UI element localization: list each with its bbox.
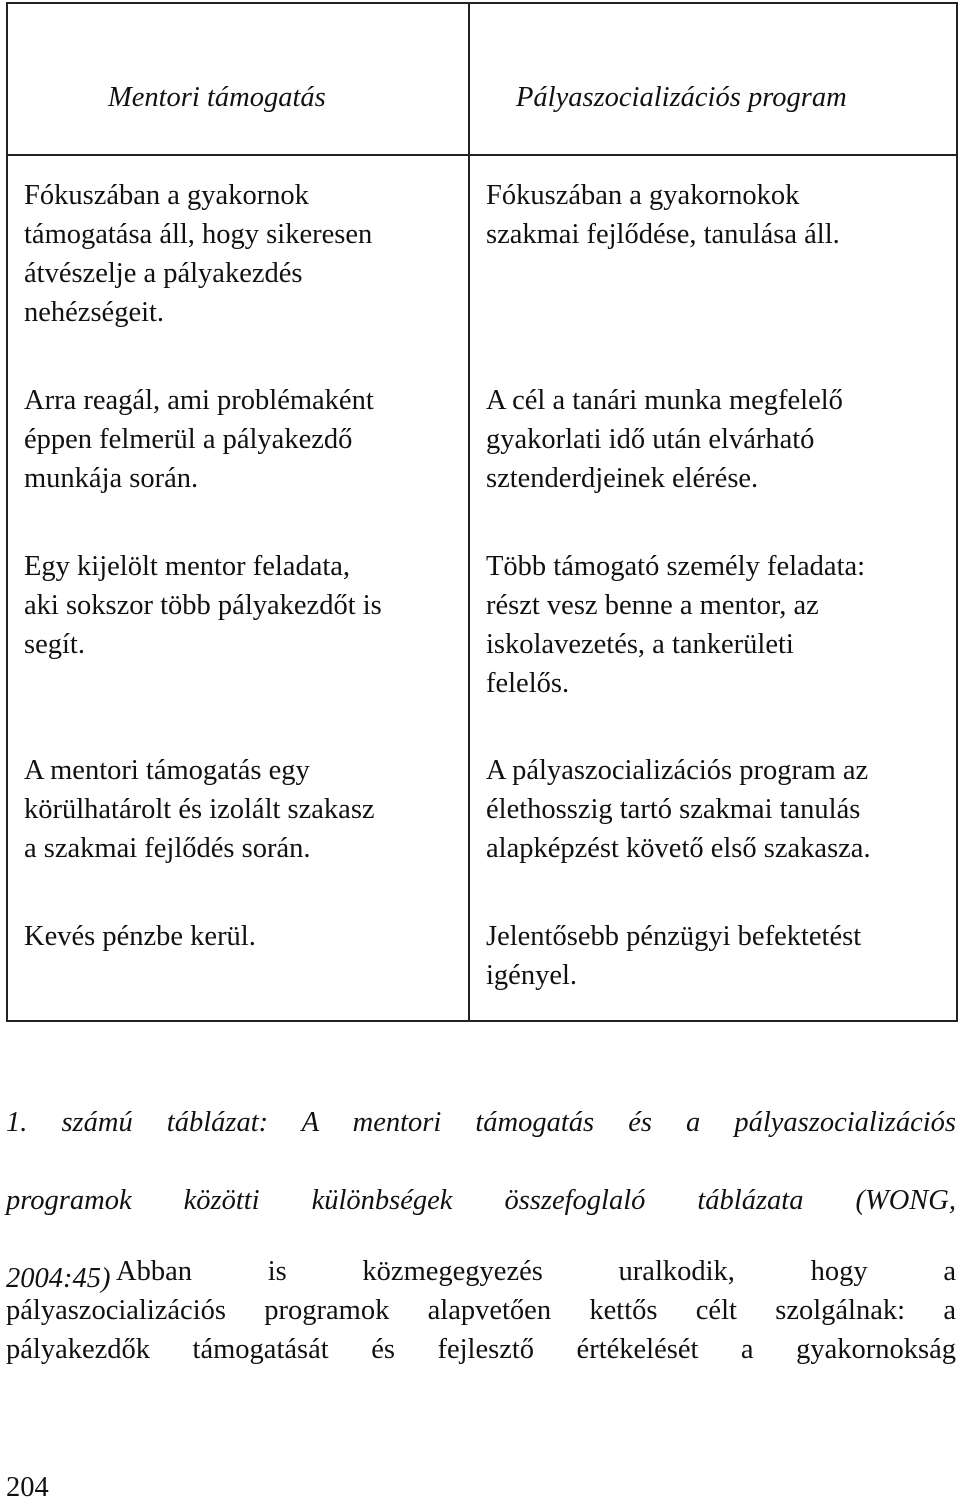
left-cell-3: Egy kijelölt mentor feladata, aki sokszor több pályakezdőt is segít.: [24, 551, 382, 660]
right-cell-1: Fókuszában a gyakornokok szakmai fejlődése, tanulása áll.: [486, 180, 840, 250]
left-cell-4: A mentori támogatás egy körülhatárolt és izolált szakasz a szakmai fejlődés során.: [24, 755, 375, 864]
paragraph-line: pályaszocializációs programok alapvetően kettős célt szolgálnak: a: [6, 1295, 956, 1326]
header-palyaszocializacios: Pályaszocializációs program: [516, 82, 847, 113]
page-number: 204: [6, 1472, 49, 1503]
left-cell-2: Arra reagál, ami problémaként éppen felmerül a pályakezdő munkája során.: [24, 385, 374, 494]
paragraph-line: Abban is közmegegyezés uralkodik, hogy a: [116, 1256, 956, 1287]
right-cell-2: A cél a tanári munka megfelelő gyakorlati idő után elvárható sztenderdjeinek elérése.: [486, 385, 843, 494]
right-cell-4: A pályaszocializációs program az élethosszig tartó szakmai tanulás alapképzést követő első szakasza.: [486, 755, 871, 864]
caption-line: 1. számú táblázat: A mentori támogatás és a pályaszocializációs: [6, 1107, 956, 1138]
header-divider: [8, 154, 956, 156]
comparison-table: [6, 2, 958, 1022]
right-cell-5: Jelentősebb pénzügyi befektetést igényel.: [486, 921, 862, 991]
caption-line: programok közötti különbségek összefoglaló táblázata (WONG,: [6, 1185, 956, 1216]
column-divider: [468, 4, 470, 1020]
caption-line: 2004:45): [6, 1263, 111, 1294]
body-paragraph: [6, 1252, 956, 1369]
header-mentori: Mentori támogatás: [108, 82, 326, 113]
left-cell-5: Kevés pénzbe kerül.: [24, 921, 256, 952]
left-cell-1: Fókuszában a gyakornok támogatása áll, hogy sikeresen átvészelje a pályakezdés nehézségeit.: [24, 180, 373, 328]
right-cell-3: Több támogató személy feladata: részt vesz benne a mentor, az iskolavezetés, a tankerületi felelős.: [486, 551, 866, 699]
paragraph-line: pályakezdők támogatását és fejlesztő értékelését a gyakornokság: [6, 1334, 956, 1365]
